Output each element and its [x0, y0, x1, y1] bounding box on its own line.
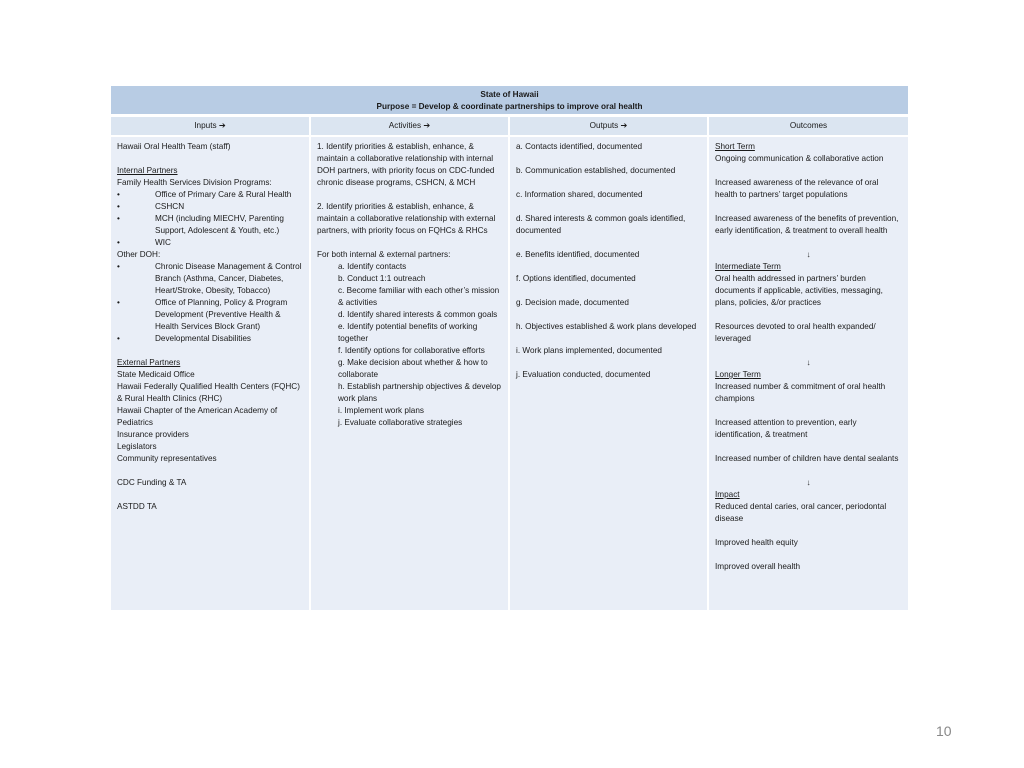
intermediate-term-heading: Intermediate Term — [715, 262, 781, 271]
page-number: 10 — [936, 723, 952, 739]
list-item: Hawaii Chapter of the American Academy of Pediatrics — [117, 406, 278, 427]
activity-step: f. Identify options for collaborative efforts — [338, 346, 485, 355]
inputs-team: Hawaii Oral Health Team (staff) — [117, 142, 231, 151]
outcome-item: Increased number & commitment of oral health champions — [715, 382, 886, 403]
output-item: f. Options identified, documented — [516, 274, 636, 283]
table-purpose: Purpose = Develop & coordinate partnerships to improve oral health — [376, 102, 643, 111]
output-item: a. Contacts identified, documented — [516, 142, 643, 151]
outcome-item: Reduced dental caries, oral cancer, periodontal disease — [715, 502, 887, 523]
astdd-ta: ASTDD TA — [117, 502, 157, 511]
activity-step: h. Establish partnership objectives & develop work plans — [338, 382, 501, 403]
output-item: j. Evaluation conducted, documented — [516, 370, 651, 379]
short-term-heading: Short Term — [715, 142, 755, 151]
column-header-activities: Activities ➔ — [311, 117, 508, 135]
internal-partners-heading: Internal Partners — [117, 166, 178, 175]
list-item: • Developmental Disabilities — [117, 334, 252, 343]
table-title: State of Hawaii — [480, 90, 539, 99]
other-doh-label: Other DOH: — [117, 250, 161, 259]
activity-1: 1. Identify priorities & establish, enhance, & maintain a collaborative relationship with internal DOH partners, with priority focus on CDC-funded chronic disease programs, CSHCN, & MCH — [317, 142, 495, 187]
list-item: State Medicaid Office — [117, 370, 195, 379]
column-header-outcomes: Outcomes — [709, 117, 908, 135]
outcome-item: Improved health equity — [715, 538, 798, 547]
arrow-down-icon: ↓ — [806, 478, 811, 487]
list-item: Hawaii Federally Qualified Health Centers (FQHC) & Rural Health Clinics (RHC) — [117, 382, 300, 403]
outcomes-column — [709, 137, 908, 610]
outcome-item: Oral health addressed in partners’ burden documents if applicable, activities, messaging, plans, policies, &/or practices — [715, 274, 883, 307]
list-item: Community representatives — [117, 454, 217, 463]
bullet-icon: • — [117, 214, 120, 223]
activities-both-label: For both internal & external partners: — [317, 250, 451, 259]
list-item: • WIC — [117, 238, 171, 247]
outcome-item: Resources devoted to oral health expanded/ leveraged — [715, 322, 876, 343]
output-item: d. Shared interests & common goals identified, documented — [516, 214, 686, 235]
outcome-item: Improved overall health — [715, 562, 801, 571]
outputs-column — [510, 137, 707, 610]
bullet-icon: • — [117, 262, 120, 271]
outcome-item: Increased number of children have dental sealants — [715, 454, 899, 463]
bullet-icon: • — [117, 190, 120, 199]
activity-step: a. Identify contacts — [338, 262, 407, 271]
list-item: Legislators — [117, 442, 157, 451]
output-item: e. Benefits identified, documented — [516, 250, 640, 259]
activity-step: d. Identify shared interests & common goals — [338, 310, 498, 319]
list-item: • Chronic Disease Management & Control Branch (Asthma, Cancer, Diabetes, Heart/Stroke, Obesity, Tobacco) — [117, 262, 302, 295]
activity-step: i. Implement work plans — [338, 406, 425, 415]
output-item: c. Information shared, documented — [516, 190, 643, 199]
arrow-down-icon: ↓ — [806, 358, 811, 367]
longer-term-heading: Longer Term — [715, 370, 761, 379]
cdc-funding: CDC Funding & TA — [117, 478, 187, 487]
list-item: • MCH (including MIECHV, Parenting Support, Adolescent & Youth, etc.) — [117, 214, 284, 235]
external-partners-heading: External Partners — [117, 358, 181, 367]
list-item: Insurance providers — [117, 430, 189, 439]
output-item: i. Work plans implemented, documented — [516, 346, 662, 355]
column-header-inputs: Inputs ➔ — [111, 117, 309, 135]
activity-step: e. Identify potential benefits of working together — [338, 322, 478, 343]
outcome-item: Increased awareness of the relevance of oral health to partners’ target populations — [715, 178, 879, 199]
activities-column — [311, 137, 508, 610]
bullet-icon: • — [117, 202, 120, 211]
bullet-icon: • — [117, 298, 120, 307]
bullet-icon: • — [117, 334, 120, 343]
activity-step: c. Become familiar with each other’s mission & activities — [338, 286, 500, 307]
column-header-outputs: Outputs ➔ — [510, 117, 707, 135]
list-item: • Office of Planning, Policy & Program Development (Preventive Health & Health Services Block Grant) — [117, 298, 288, 331]
arrow-down-icon: ↓ — [806, 250, 811, 259]
output-item: b. Communication established, documented — [516, 166, 676, 175]
list-item: • CSHCN — [117, 202, 185, 211]
output-item: h. Objectives established & work plans developed — [516, 322, 697, 331]
impact-heading: Impact — [715, 490, 740, 499]
activity-step: b. Conduct 1:1 outreach — [338, 274, 426, 283]
outcome-item: Increased awareness of the benefits of prevention, early identification, & treatment to overall health — [715, 214, 899, 235]
table-header — [111, 86, 908, 114]
outcome-item: Increased attention to prevention, early identification, & treatment — [715, 418, 857, 439]
activity-step: g. Make decision about whether & how to collaborate — [338, 358, 488, 379]
bullet-icon: • — [117, 238, 120, 247]
activity-step: j. Evaluate collaborative strategies — [338, 418, 463, 427]
activity-2: 2. Identify priorities & establish, enhance, & maintain a collaborative relationship with external partners, with priority focus on FQHCs & RHCs — [317, 202, 496, 235]
fhsd-label: Family Health Services Division Programs: — [117, 178, 272, 187]
output-item: g. Decision made, documented — [516, 298, 629, 307]
outcome-item: Ongoing communication & collaborative action — [715, 154, 884, 163]
list-item: • Office of Primary Care & Rural Health — [117, 190, 292, 199]
inputs-column — [111, 137, 309, 610]
